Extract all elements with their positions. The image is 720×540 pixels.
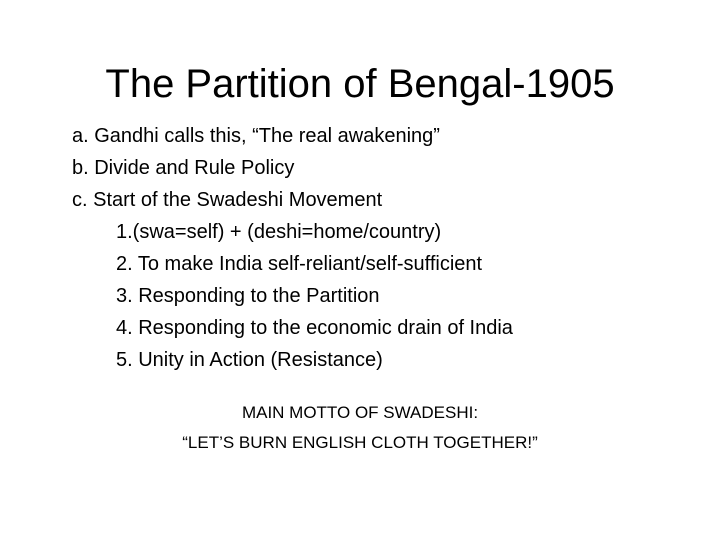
subpoint-4: 4. Responding to the economic drain of India [116,317,513,339]
point-b: b. Divide and Rule Policy [72,157,295,179]
point-a: a. Gandhi calls this, “The real awakening” [72,125,440,147]
motto-heading: MAIN MOTTO OF SWADESHI: [241,403,479,422]
slide-title: The Partition of Bengal-1905 [105,62,615,106]
subpoint-3: 3. Responding to the Partition [116,285,380,307]
motto-text: “LET’S BURN ENGLISH CLOTH TOGETHER!” [182,433,538,452]
point-c: c. Start of the Swadeshi Movement [72,189,383,211]
subpoint-5: 5. Unity in Action (Resistance) [116,349,383,371]
point-list [72,120,692,376]
motto-block [0,398,720,458]
subpoint-1: 1.(swa=self) + (deshi=home/country) [116,221,442,243]
subpoint-2: 2. To make India self-reliant/self-sufficient [116,253,483,275]
